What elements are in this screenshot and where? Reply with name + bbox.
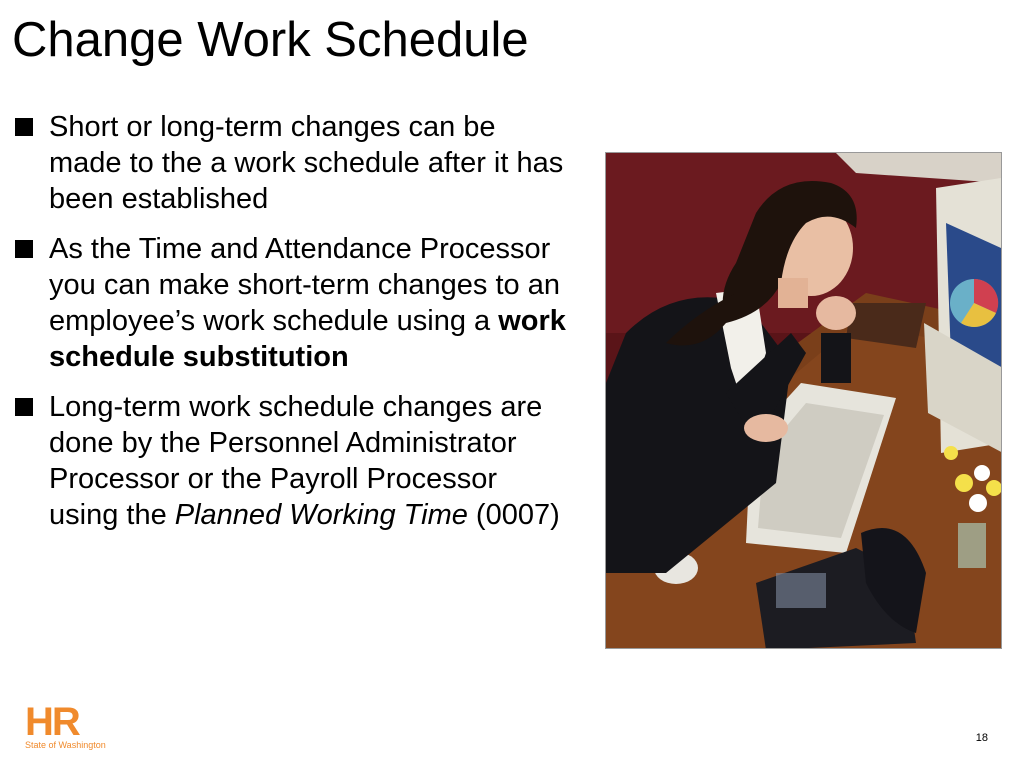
- bullet-text-plain: As the Time and Attendance Processor you can make short-term changes to an employee’s work schedule using a: [49, 233, 560, 337]
- bullet-text: Short or long-term changes can be made to the a work schedule after it has been established: [49, 111, 564, 215]
- hr-logo: [25, 700, 111, 752]
- slide-title: Change Work Schedule: [12, 13, 529, 67]
- bullet-text-suffix: (0007): [467, 499, 560, 531]
- bullet-text: [49, 389, 574, 533]
- square-bullet-icon: [15, 240, 33, 258]
- hr-logo-subtitle: State of Washington: [25, 740, 106, 750]
- square-bullet-icon: [15, 398, 33, 416]
- page-number: 18: [975, 732, 988, 744]
- square-bullet-icon: [15, 118, 33, 136]
- bullet-item-1: [14, 109, 574, 217]
- woman-at-computer-photo: [605, 152, 1002, 649]
- hr-logo-mark: HR: [25, 700, 79, 744]
- bullet-text-bold: work schedule substitution: [49, 305, 566, 373]
- bullet-list: [14, 109, 574, 547]
- bullet-text: [49, 231, 574, 375]
- bullet-text-italic: Planned Working Time: [174, 499, 468, 531]
- bullet-text-plain: Long-term work schedule changes are done by the Personnel Administrator Processor or the Payroll Processor using the: [49, 391, 543, 531]
- bullet-item-2: [14, 231, 574, 375]
- bullet-item-3: [14, 389, 574, 533]
